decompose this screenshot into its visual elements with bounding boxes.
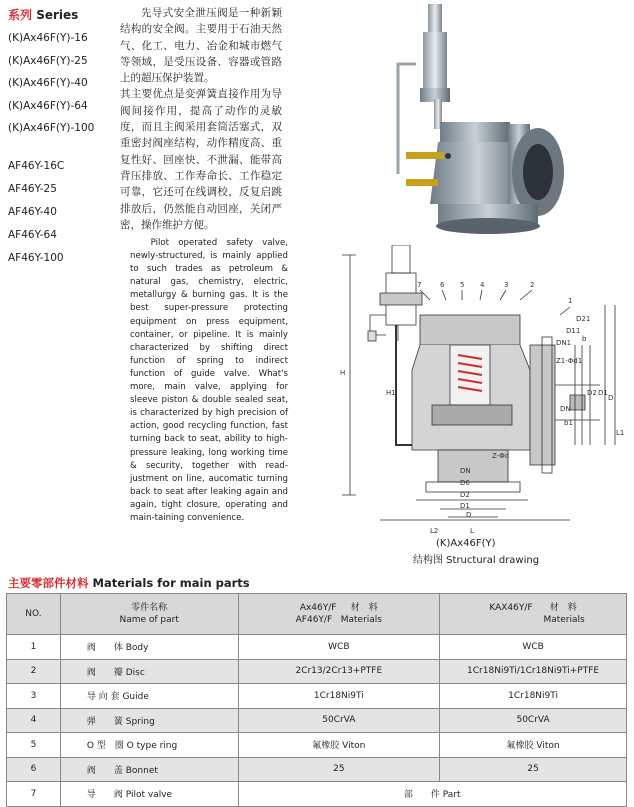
cell-no: 6 [7,757,61,782]
cell-k: 50CrVA [440,708,627,733]
dim-label: D21 [576,315,591,323]
cell-no: 1 [7,635,61,660]
series-title [8,6,78,23]
cell-a: 2Cr13/2Cr13+PTFE [238,659,440,684]
cell-name: 阀 瓣 Disc [60,659,238,684]
header-a-model2: AF46Y/F [295,615,333,625]
dim-label: D2 [587,389,597,397]
model-item: (K)Ax46F(Y)-25 [8,54,88,67]
materials-table [6,593,627,807]
model-item: (K)Ax46F(Y)-40 [8,77,88,89]
series-list-b [8,155,64,270]
header-no: NO. [7,594,61,635]
table-row [7,659,627,684]
header-a-mat-en: Materials [340,615,382,625]
header-name-cn: 零件名称 [131,603,168,613]
table-row [7,708,627,733]
series-list-a [8,27,94,140]
materials-title-cn: 主要零部件材料 [8,576,89,590]
part-number: 7 [417,281,422,289]
cell-merged: 部 件 Part [238,782,627,807]
cell-no: 3 [7,684,61,709]
table-row [7,684,627,709]
dim-label: D2 [460,491,470,499]
part-number: 3 [504,281,509,289]
valve-photo [376,4,576,234]
part-number: 6 [440,281,445,289]
dim-label: D11 [566,327,581,335]
dim-label: D [608,394,614,402]
dim-label: b [582,335,587,343]
dim-label: D1 [598,389,608,397]
header-a-materials [238,594,440,635]
part-number: 1 [568,297,573,305]
description-cn-p1: 先导式安全泄压阀是一种新颖结构的安全阀。主要用于石油天然气、化工、电力、冶金和城市燃气等领域，是受压设备、容器或管路上的超压保护装置。 [120,7,282,85]
cell-name: 阀 体 Body [60,635,238,660]
dim-label: Z-Φd [492,452,510,460]
table-row [7,757,627,782]
dim-label: L [470,527,474,535]
cell-a: 氟橡胶 Viton [238,733,440,758]
cell-name: 导 向 套 Guide [60,684,238,709]
structural-drawing [320,245,630,540]
table-row [7,782,627,807]
model-item: AF46Y-100 [8,252,64,264]
cell-k: 氟橡胶 Viton [440,733,627,758]
model-item: AF46Y-40 [8,206,57,218]
drawing-caption: 结构图 Structural drawing [413,555,540,566]
dim-label: L2 [430,527,439,535]
cell-no: 5 [7,733,61,758]
model-item: (K)Ax46F(Y)-64 [8,99,88,112]
part-number: 5 [460,281,465,289]
part-number: 4 [480,281,485,289]
description-cn [120,5,282,233]
header-name [60,594,238,635]
cell-no: 2 [7,659,61,684]
dim-label: DN [560,405,571,413]
dim-label: H [340,369,346,377]
dim-label: D6 [460,479,470,487]
header-k-materials [440,594,627,635]
table-header-row [7,594,627,635]
dim-label: D [466,511,472,519]
cell-k: 25 [440,757,627,782]
cell-no: 7 [7,782,61,807]
series-title-en: Series [36,8,79,22]
model-item: (K)Ax46F(Y)-100 [8,122,95,134]
part-number: 2 [530,281,535,289]
description-cn-p2: 其主要优点是变弹簧直接作用为导阀间接作用，提高了动作的灵敏度，而且主阀采用套筒活塞式，双重密封阀座结构，动作精度高、重复性好、回座快、不泄漏、能带高背压排放、工作寿命长、工作稳定可靠，它还可在线调校，反复启跳排放后，仍然能自动回座，关闭严密，操作维护方便。 [120,88,282,231]
header-name-en: Name of part [119,615,179,625]
drawing-caption-model: (K)Ax46F(Y) [436,538,496,549]
table-row [7,635,627,660]
cell-no: 4 [7,708,61,733]
model-item: AF46Y-16C [8,160,65,172]
header-k-mat-en: Materials [543,615,585,625]
dim-label: Z1-Φd1 [556,357,583,365]
header-k-model: KAX46Y/F [489,603,533,613]
cell-k: 1Cr18Ni9Ti [440,684,627,709]
cell-name: 导 阀 Pilot valve [60,782,238,807]
materials-title-en: Materials for main parts [92,576,250,590]
dim-label: H1 [386,389,396,397]
model-item: AF46Y-64 [8,229,57,241]
cell-a: 50CrVA [238,708,440,733]
header-a-mat-cn: 材 料 [350,603,378,613]
cell-k: 1Cr18Ni9Ti/1Cr18Ni9Ti+PTFE [440,659,627,684]
dim-label: DN1 [556,339,572,347]
materials-title [8,575,250,591]
series-title-cn: 系列 [8,8,33,22]
header-a-model: Ax46Y/F [299,603,337,613]
dim-label: DN [460,467,471,475]
description-en: Pilot operated safety valve, newly-structured, is mainly applied to such trades as petroleum & natural gas, chemistry, electric, metallurgy & burning gas. It is the best super-pressure protecting equipment on press equipment, container, or pipeline. It is mainly characterized by shifting direct function of spring to indirect function of guide valve. What's more, main valve, applying for sleeve piston & double sealed seat, is characterized by high precision of action, good recycling function, fast turning back to seat, ability to high-pressure leaking, long working time & security, together with read-justment on line, aucomatic turning back to seat after leaking again and again, tight closure, operating and main-taining convenience. [130,238,288,523]
dim-label: D1 [460,502,470,510]
cell-name: O 型 圈 O type ring [60,733,238,758]
table-row [7,733,627,758]
cell-a: WCB [238,635,440,660]
header-k-mat-cn: 材 料 [549,603,577,613]
cell-name: 弹 簧 Spring [60,708,238,733]
model-item: (K)Ax46F(Y)-16 [8,32,88,44]
cell-k: WCB [440,635,627,660]
dim-label: b1 [564,419,573,427]
model-item: AF46Y-25 [8,183,57,195]
cell-name: 阀 盖 Bonnet [60,757,238,782]
cell-a: 25 [238,757,440,782]
cell-a: 1Cr18Ni9Ti [238,684,440,709]
dim-label: L1 [616,429,625,437]
